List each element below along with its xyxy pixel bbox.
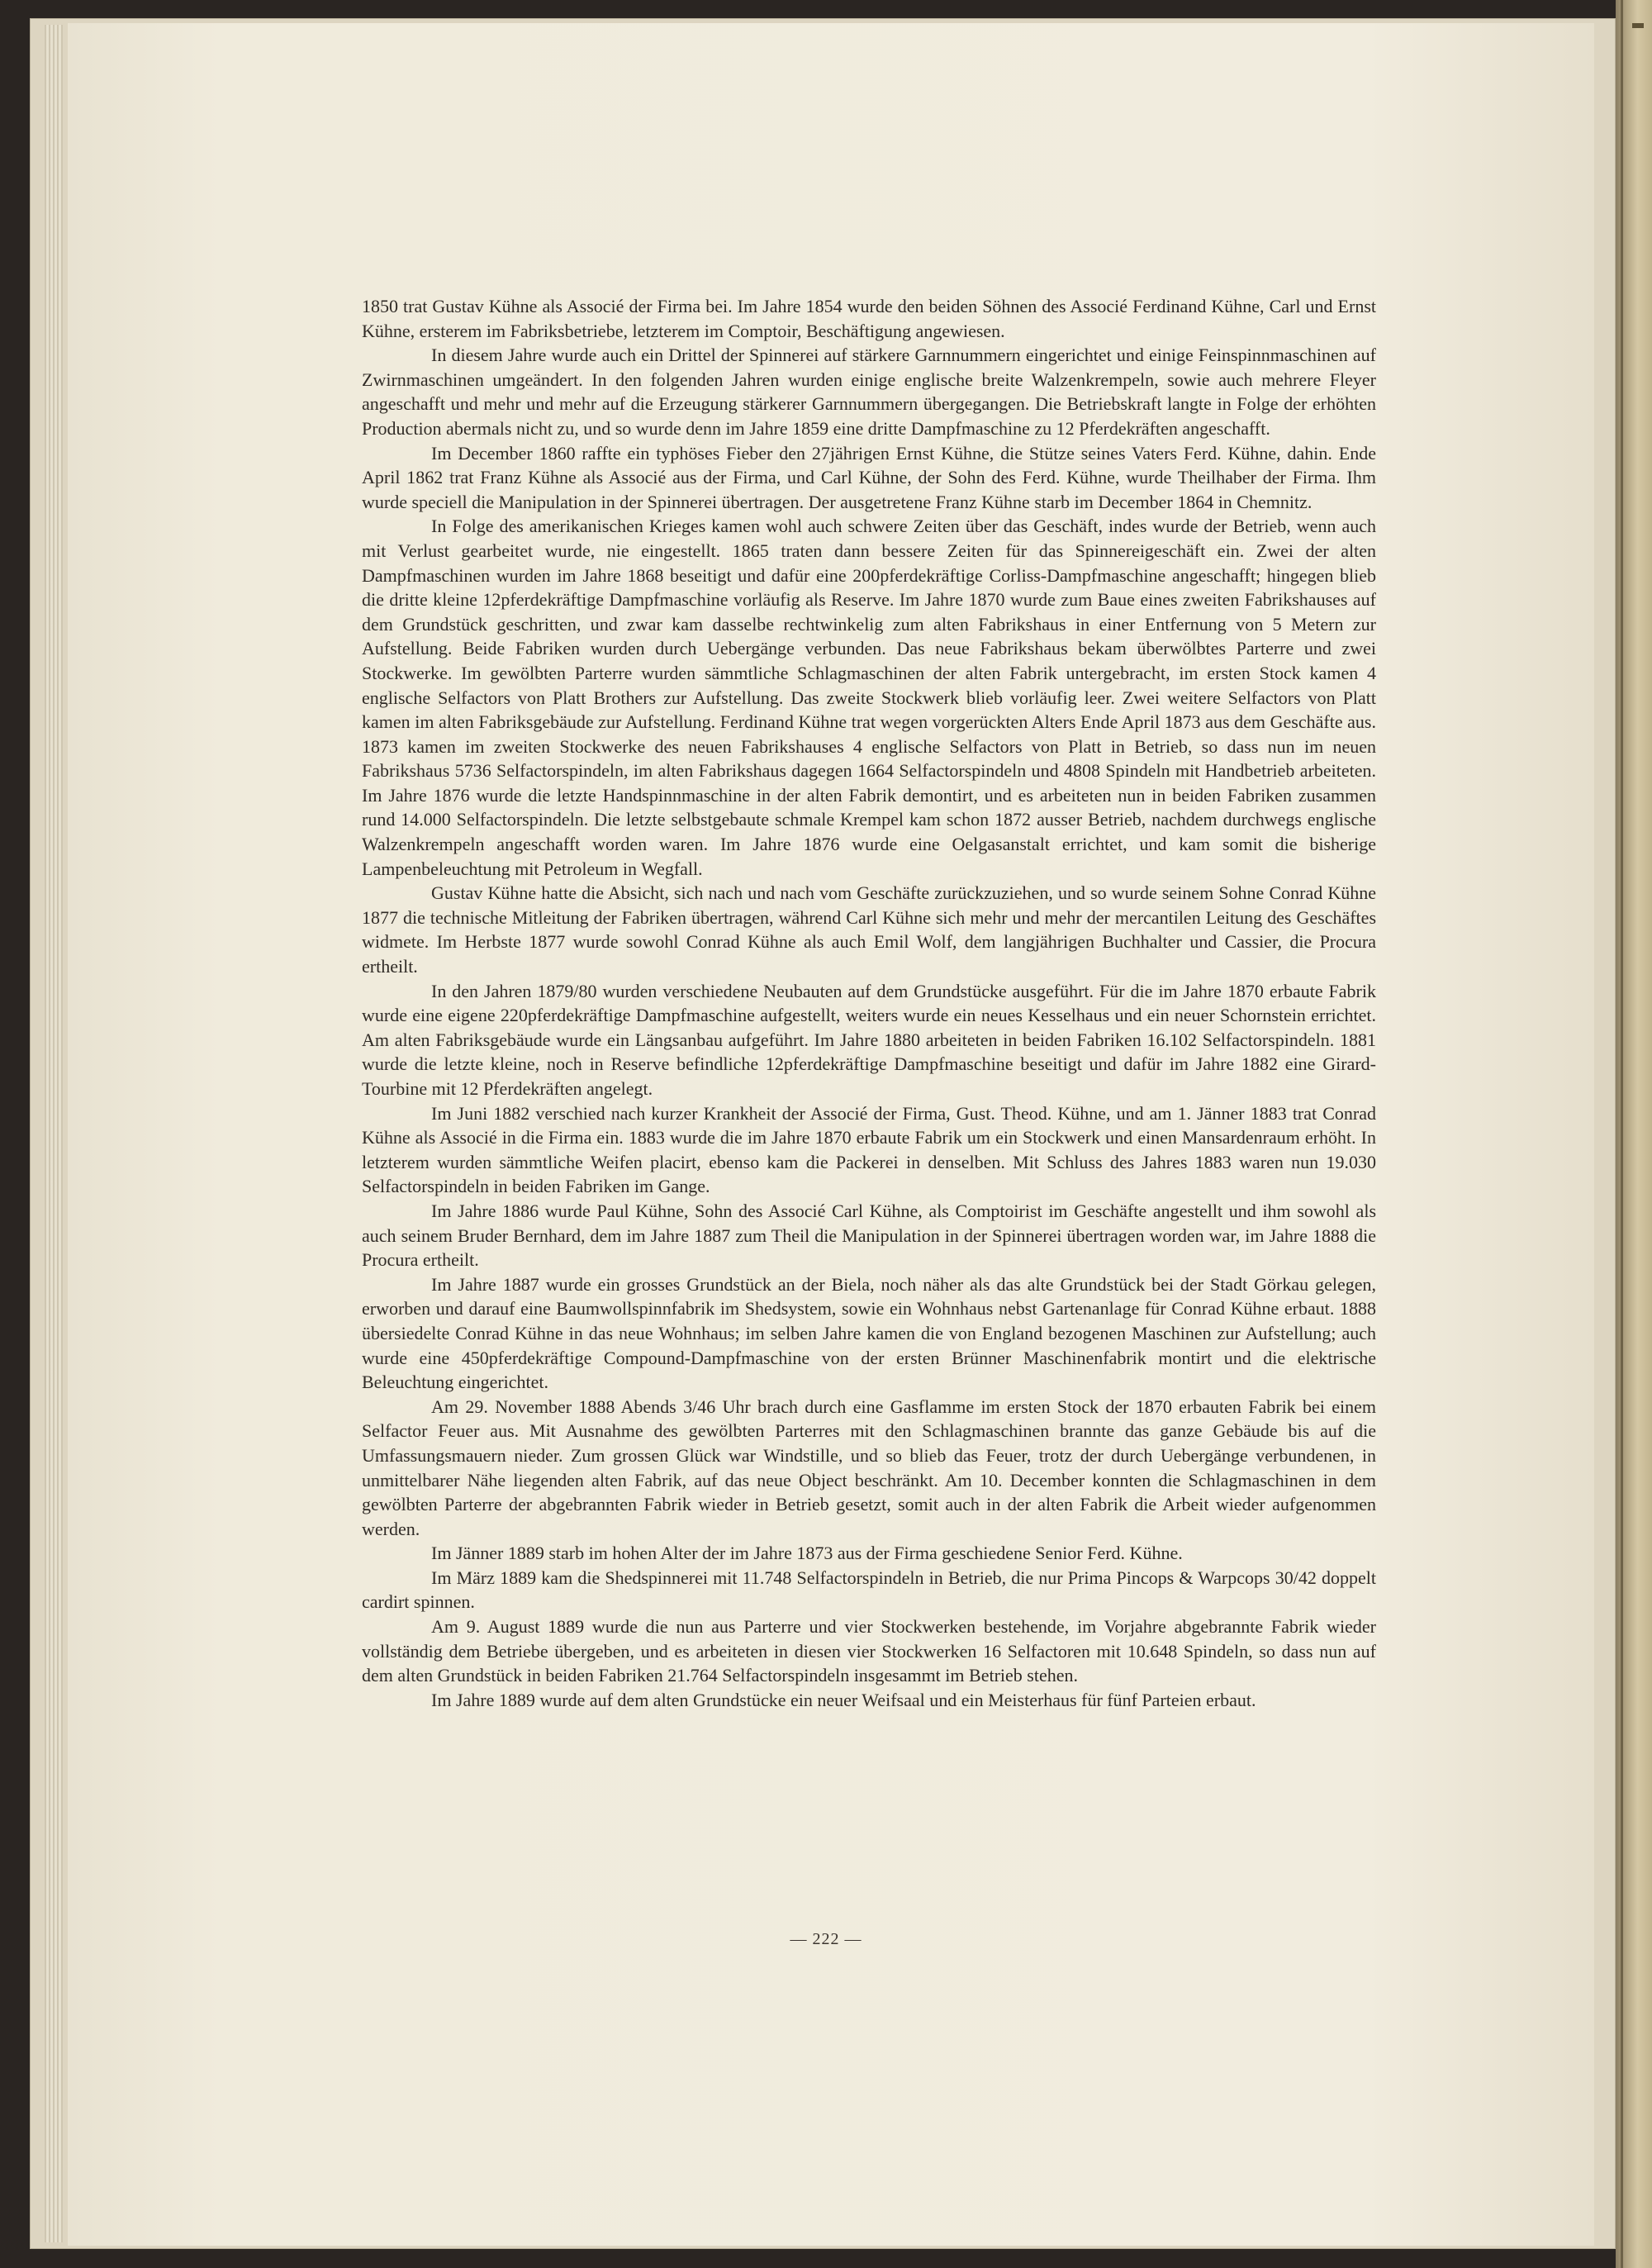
- paragraph: Am 9. August 1889 wurde die nun aus Parterre und vier Stockwerken bestehende, im Vorjahre abgebrannte Fabrik wieder vollständig dem Betriebe übergeben, und es arbeiteten in diesen vier Stockwerken 16 Selfactoren mit 10.648 Spindeln, so dass nun auf dem alten Grundstück in beiden Fabriken 21.764 Selfactorspindeln insgesammt im Betrieb stehen.: [362, 1616, 1376, 1686]
- page-number: — 222 —: [790, 1930, 862, 1948]
- paragraph: Im Jahre 1887 wurde ein grosses Grundstück an der Biela, noch näher als das alte Grundstück bei der Stadt Görkau gelegen, erworben und darauf eine Baumwollspinnfabrik im Shedsystem, sowie ein Wohnhaus nebst Gartenanlage für Conrad Kühne erbaut. 1888 übersiedelte Conrad Kühne in das neue Wohnhaus; im selben Jahre kamen die von England bezogenen Maschinen zur Aufstellung; auch wurde eine 450pferdekräftige Compound-Dampfmaschine von der ersten Brünner Maschinenfabrik montirt und die elektrische Beleuchtung eingerichtet.: [362, 1273, 1376, 1393]
- paragraph: Im Jänner 1889 starb im hohen Alter der im Jahre 1873 aus der Firma geschiedene Senior Ferd. Kühne.: [431, 1543, 1183, 1564]
- paragraph: Im Jahre 1889 wurde auf dem alten Grundstücke ein neuer Weifsaal und ein Meisterhaus für fünf Parteien erbaut.: [431, 1689, 1256, 1710]
- paragraph: Im December 1860 raffte ein typhöses Fieber den 27jährigen Ernst Kühne, die Stütze seines Vaters Ferd. Kühne, dahin. Ende April 1862 trat Franz Kühne als Associé aus der Firma, und Carl Kühne, der Sohn des Ferd. Kühne, wurde Theilhaber der Firma. Ihm wurde speciell die Manipulation in der Spinnerei übertragen. Der ausgetretene Franz Kühne starb im December 1864 in Chemnitz.: [362, 442, 1376, 512]
- paragraph: Gustav Kühne hatte die Absicht, sich nach und nach vom Geschäfte zurückzuziehen, und so wurde seinem Sohne Conrad Kühne 1877 die technische Mitleitung der Fabriken übertragen, während Carl Kühne sich mehr und mehr der mercantilen Leitung des Geschäftes widmete. Im Herbste 1877 wurde sowohl Conrad Kühne als auch Emil Wolf, dem langjährigen Buchhalter und Cassier, die Procura ertheilt.: [362, 882, 1376, 977]
- paragraph: Im Jahre 1886 wurde Paul Kühne, Sohn des Associé Carl Kühne, als Comptoirist im Geschäfte angestellt und ihm sowohl als auch seinem Bruder Bernhard, dem im Jahre 1887 zum Theil die Manipulation in der Spinnerei übertragen worden war, im Jahre 1888 die Procura ertheilt.: [362, 1200, 1376, 1271]
- paragraph: In diesem Jahre wurde auch ein Drittel der Spinnerei auf stärkere Garnnummern eingerichtet und einige Feinspinnmaschinen auf Zwirnmaschinen umgeändert. In den folgenden Jahren wurden einige englische breite Walzenkrempeln, sowie auch mehrere Fleyer angeschafft und mehr und mehr auf die Erzeugung stärkerer Garnnummern übergegangen. Die Betriebskraft langte in Folge der erhöhten Production abermals nicht zu, und so wurde denn im Jahre 1859 eine dritte Dampfmaschine zu 12 Pferdekräften angeschafft.: [362, 345, 1376, 439]
- paragraph: Im März 1889 kam die Shedspinnerei mit 11.748 Selfactorspindeln in Betrieb, die nur Prima Pincops & Warpcops 30/42 doppelt cardirt spinnen.: [362, 1567, 1376, 1613]
- paragraph: In Folge des amerikanischen Krieges kamen wohl auch schwere Zeiten über das Geschäft, indes wurde der Betrieb, wenn auch mit Verlust gearbeitet wurde, nie eingestellt. 1865 traten dann bessere Zeiten für das Spinnereigeschäft ein. Zwei der alten Dampfmaschinen wurden im Jahre 1868 beseitigt und dafür eine 200pferdekräftige Corliss-Dampfmaschine angeschafft; hingegen blieb die dritte kleine 12pferdekräftige Dampfmaschine vorläufig als Reserve. Im Jahre 1870 wurde zum Baue eines zweiten Fabrikshauses auf dem Grundstück geschritten, und zwar kam dasselbe rechtwinkelig zum alten Fabrikshaus in einer Entfernung von 5 Metern zur Aufstellung. Beide Fabriken wurden durch Uebergänge verbunden. Das neue Fabrikshaus bekam überwölbtes Parterre und zwei Stockwerke. Im gewölbten Parterre wurden sämmtliche Schlagmaschinen der alten Fabrik untergebracht, im ersten Stock kamen 4 englische Selfactors von Platt Brothers zur Aufstellung. Das zweite Stockwerk blieb vorläufig leer. Zwei weitere Selfactors von Platt kamen im alten Fabriksgebäude zur Aufstellung. Ferdinand Kühne trat wegen vorgerückten Alters Ende April 1873 aus dem Geschäfte aus. 1873 kamen im zweiten Stockwerke des neuen Fabrikshauses 4 englische Selfactors von Platt in Betrieb, so dass nun im neuen Fabrikshaus 5736 Selfactorspindeln, im alten Fabrikshaus dagegen 1664 Selfactorspindeln und 4808 Spindeln mit Handbetrieb arbeiteten. Im Jahre 1876 wurde die letzte Handspinnmaschine in der alten Fabrik demontirt, und es arbeiteten nun in beiden Fabriken zusammen rund 14.000 Selfactorspindeln. Die letzte selbstgebaute schmale Krempel kam schon 1872 ausser Betrieb, nachdem durchwegs englische Walzenkrempeln angeschafft worden waren. Im Jahre 1876 wurde eine Oelgasanstalt errichtet, und kam somit die bisherige Lampenbeleuchtung mit Petroleum in Wegfall.: [362, 516, 1376, 879]
- paragraph: 1850 trat Gustav Kühne als Associé der Firma bei. Im Jahre 1854 wurde den beiden Söhnen des Associé Ferdinand Kühne, Carl und Ernst Kühne, ersterem im Fabriksbetriebe, letzterem im Comptoir, Beschäftigung angewiesen.: [362, 296, 1376, 341]
- book-edge: [1616, 0, 1652, 2268]
- body-text: [362, 294, 1376, 1712]
- paragraph: Am 29. November 1888 Abends 3/46 Uhr brach durch eine Gasflamme im ersten Stock der 1870 erbauten Fabrik bei einem Selfactor Feuer aus. Mit Ausnahme des gewölbten Parterres mit den Schlagmaschinen brannte das ganze Gebäude bis auf die Umfassungsmauern nieder. Zum grossen Glück war Windstille, und so blieb das Feuer, trotz der durch Uebergänge verbundenen, in unmittelbarer Nähe liegenden alten Fabrik, auf das neue Object beschränkt. Am 10. December konnten die Schlagmaschinen in dem gewölbten Parterre der abgebrannten Fabrik wieder in Betrieb gesetzt, somit auch in der alten Fabrik die Arbeit wieder aufgenommen werden.: [362, 1396, 1376, 1539]
- paragraph: In den Jahren 1879/80 wurden verschiedene Neubauten auf dem Grundstücke ausgeführt. Für die im Jahre 1870 erbaute Fabrik wurde eine eigene 220pferdekräftige Dampfmaschine aufgestellt, weiters wurde ein neues Kesselhaus und ein neuer Schornstein errichtet. Am alten Fabriksgebäude wurde ein Längsanbau aufgeführt. Im Jahre 1880 arbeiteten in beiden Fabriken 16.102 Selfactorspindeln. 1881 wurde die letzte kleine, noch in Reserve befindliche 12pferdekräftige Dampfmaschine beseitigt und dafür im Jahre 1882 eine Girard-Tourbine mit 12 Pferdekräften angelegt.: [362, 980, 1376, 1099]
- paragraph: Im Juni 1882 verschied nach kurzer Krankheit der Associé der Firma, Gust. Theod. Kühne, und am 1. Jänner 1883 trat Conrad Kühne als Associé in die Firma ein. 1883 wurde die im Jahre 1870 erbaute Fabrik um ein Stockwerk und einen Mansardenraum erhöht. In letzterem wurden sämmtliche Weifen placirt, ebenso kam die Packerei in denselben. Mit Schluss des Jahres 1883 waren nun 19.030 Selfactorspindeln in beiden Fabriken im Gange.: [362, 1102, 1376, 1197]
- corner-mark: [1632, 23, 1644, 28]
